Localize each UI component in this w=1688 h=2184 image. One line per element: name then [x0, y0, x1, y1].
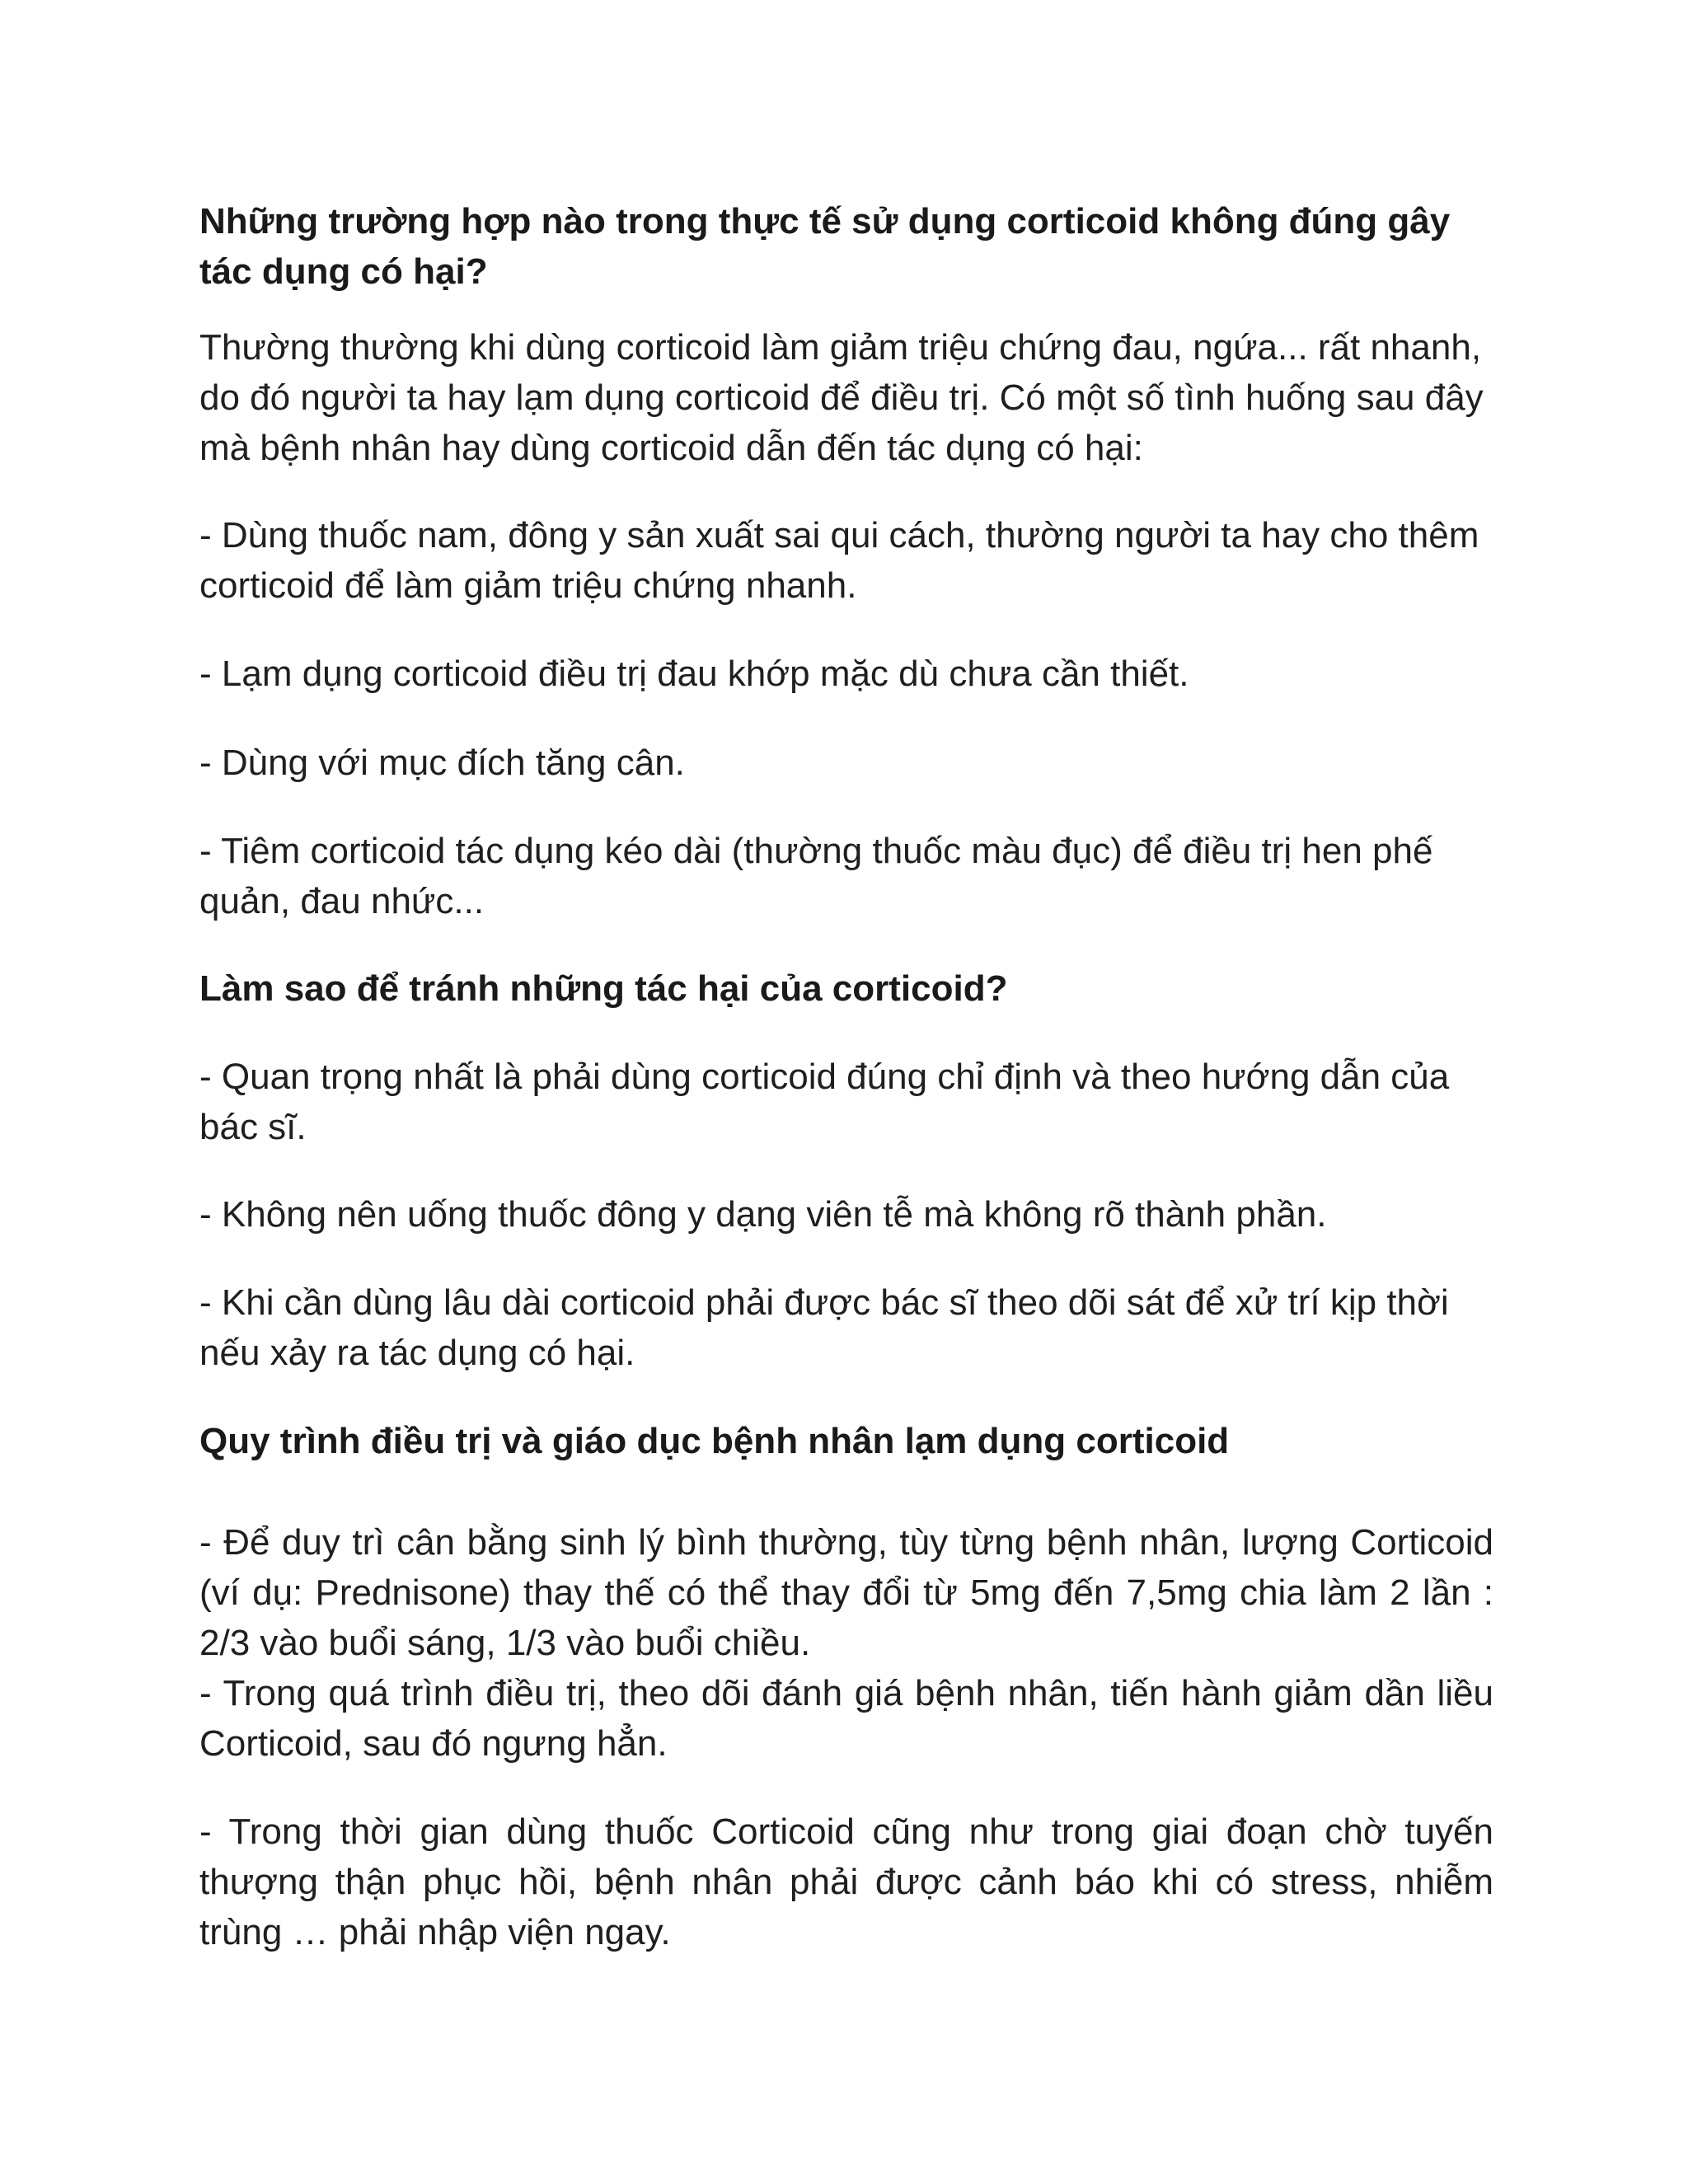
section-heading-avoid-harm: Làm sao để tránh những tác hại của corticoid?: [199, 968, 1008, 1009]
list-item: - Trong thời gian dùng thuốc Corticoid cũng như trong giai đoạn chờ tuyến thượng thận phục hồi, bệnh nhân phải được cảnh báo khi có stress, nhiễm trùng … phải nhập viện ngay.: [199, 1811, 1493, 1952]
list-item: - Khi cần dùng lâu dài corticoid phải được bác sĩ theo dõi sát để xử trí kịp thời nếu xảy ra tác dụng có hại.: [199, 1282, 1449, 1373]
section-heading-treatment-process: Quy trình điều trị và giáo dục bệnh nhân lạm dụng corticoid: [199, 1421, 1230, 1461]
list-item: - Không nên uống thuốc đông y dạng viên tễ mà không rõ thành phần.: [199, 1194, 1327, 1235]
section-heading-harmful-cases: Những trường hợp nào trong thực tế sử dụng corticoid không đúng gây tác dụng có hại?: [199, 201, 1451, 292]
list-item: - Tiêm corticoid tác dụng kéo dài (thường thuốc màu đục) để điều trị hen phế quản, đau nhức...: [199, 831, 1433, 921]
list-item: - Trong quá trình điều trị, theo dõi đánh giá bệnh nhân, tiến hành giảm dần liều Corticoid, sau đó ngưng hẳn.: [199, 1673, 1493, 1764]
list-item: - Dùng thuốc nam, đông y sản xuất sai qui cách, thường người ta hay cho thêm corticoid để làm giảm triệu chứng nhanh.: [199, 515, 1479, 606]
list-item: - Lạm dụng corticoid điều trị đau khớp mặc dù chưa cần thiết.: [199, 654, 1189, 694]
list-item: - Để duy trì cân bằng sinh lý bình thường, tùy từng bệnh nhân, lượng Corticoid (ví dụ: Prednisone) thay thế có thể thay đổi từ 5mg đến 7,5mg chia làm 2 lần : 2/3 vào buổi sáng, 1/3 vào buổi chiều.: [199, 1522, 1493, 1663]
intro-paragraph: Thường thường khi dùng corticoid làm giảm triệu chứng đau, ngứa... rất nhanh, do đó người ta hay lạm dụng corticoid để điều trị. Có một số tình huống sau đây mà bệnh nhân hay dùng corticoid dẫn đến tác dụng có hại:: [199, 327, 1484, 468]
list-item: - Quan trọng nhất là phải dùng corticoid đúng chỉ định và theo hướng dẫn của bác sĩ.: [199, 1057, 1450, 1147]
document-page: [199, 196, 1493, 1957]
list-item: - Dùng với mục đích tăng cân.: [199, 743, 685, 783]
